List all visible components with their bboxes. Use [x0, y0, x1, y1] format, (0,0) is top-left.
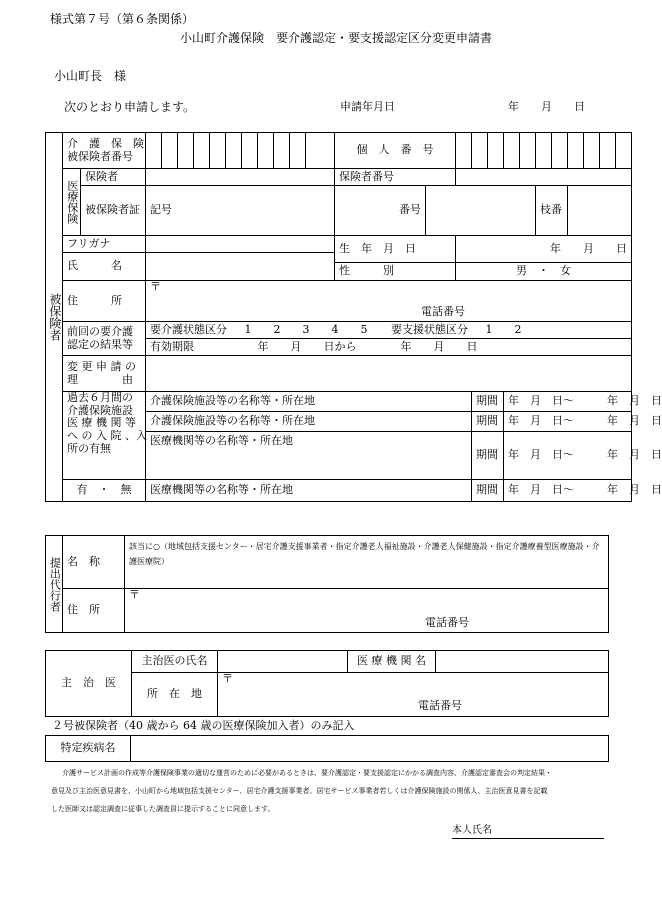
period-label: 期間 — [472, 392, 504, 412]
phone-label: 電話番号 — [421, 305, 465, 318]
yes-no-options[interactable]: 有 ・ 無 — [63, 480, 146, 502]
signature-label: 本人氏名 — [452, 825, 492, 836]
doctor-side-label: 主 治 医 — [46, 651, 132, 717]
ins-no-label: 介 護 保 険 被保険者番号 — [63, 133, 146, 169]
date-units: 年 月 日 — [508, 100, 585, 113]
ins-no-digit[interactable] — [242, 133, 258, 169]
number-label: 番号 — [335, 186, 426, 236]
branch-label: 枝番 — [536, 186, 568, 236]
agent-side-label: 提出代行者 — [46, 536, 63, 633]
agent-address-label: 住 所 — [63, 589, 125, 633]
personal-no-digit[interactable] — [616, 133, 632, 169]
doctor-address-label: 所 在 地 — [132, 673, 218, 717]
addressee: 小山町長 様 — [54, 69, 127, 83]
ins-no-digit[interactable] — [194, 133, 210, 169]
personal-no-digit[interactable] — [520, 133, 536, 169]
name-label: 氏 名 — [63, 253, 146, 281]
doctor-name-field[interactable] — [218, 651, 348, 673]
care-level-label: 要介護状態区分 — [150, 322, 227, 336]
phone-label: 電話番号 — [418, 699, 462, 712]
support-level-label: 要支援状態区分 — [391, 322, 468, 336]
ins-no-digit[interactable] — [274, 133, 290, 169]
section2-note: ２号被保険者（40 歳から 64 歳の医療保険加入者）のみ記入 — [52, 719, 355, 732]
page-title: 小山町介護保険 要介護認定・要支援認定区分変更申請書 — [180, 31, 493, 45]
period-text[interactable]: 年 月 日～ 年 月 日 — [504, 432, 632, 480]
address-field[interactable] — [146, 281, 632, 322]
care-level-row — [146, 322, 632, 339]
support-levels[interactable]: 1 2 — [485, 322, 522, 336]
insurer-no-field[interactable] — [456, 169, 632, 186]
change-reason-field[interactable] — [146, 356, 632, 392]
consent-line-1: 介護サービス計画の作成等介護保険事業の適切な運営のために必要があるときは、要介護認定・要支援認定にかかる調査内容、介護認定審査会の判定結果・ — [62, 769, 552, 777]
postal-mark: 〒 — [150, 280, 161, 293]
ins-no-digit[interactable] — [178, 133, 194, 169]
intro-text: 次のとおり申請します。 — [64, 100, 196, 114]
insurer-label: 保険者 — [81, 169, 146, 186]
ins-no-digit[interactable] — [290, 133, 306, 169]
institution-field[interactable] — [436, 651, 609, 673]
personal-no-label: 個 人 番 号 — [335, 133, 456, 169]
ins-no-digit[interactable] — [162, 133, 178, 169]
period-text[interactable]: 年 月 日～ 年 月 日 — [504, 480, 632, 502]
agent-note[interactable]: 該当に○（地域包括支援センター・居宅介護支援事業者・指定介護老人福祉施設・介護老人保健施設・指定介護療養型医療施設・介護医療院） — [125, 536, 609, 589]
insurer-no-label: 保険者番号 — [335, 169, 456, 186]
agent-table — [45, 535, 609, 633]
personal-no-digit[interactable] — [456, 133, 472, 169]
number-field[interactable] — [426, 186, 536, 236]
doctor-table — [45, 650, 609, 717]
birth-label: 生 年 月 日 — [335, 236, 456, 263]
ins-no-digit[interactable] — [258, 133, 274, 169]
phone-label: 電話番号 — [425, 616, 469, 629]
medical-label: 医療機関等の名称等・所在地 — [146, 480, 472, 502]
doctor-name-label: 主治医の氏名 — [132, 651, 218, 673]
personal-no-digit[interactable] — [472, 133, 488, 169]
change-reason-label: 変 更 申 請 の 理 由 — [63, 356, 146, 392]
branch-field[interactable] — [568, 186, 632, 236]
furigana-label: フリガナ — [63, 236, 146, 253]
sex-options[interactable]: 男 ・ 女 — [456, 263, 632, 281]
disease-table — [45, 735, 609, 762]
period-label: 期間 — [472, 432, 504, 480]
symbol-label: 記号 — [146, 186, 335, 236]
furigana-field[interactable] — [146, 236, 335, 253]
institution-label: 医 療 機 関 名 — [348, 651, 436, 673]
history-label: 過去６月間の 介護保険施設 医 療 機 関 等 へ の 入 院 、入 所の有無 — [63, 392, 146, 480]
disease-field[interactable] — [131, 736, 609, 762]
insured-side-label: 被保険者 — [46, 133, 63, 502]
ins-no-digit[interactable] — [226, 133, 242, 169]
signature-line[interactable] — [452, 826, 604, 839]
personal-no-digit[interactable] — [552, 133, 568, 169]
personal-no-digit[interactable] — [536, 133, 552, 169]
sex-label: 性 別 — [335, 263, 456, 281]
period-text[interactable]: 年 月 日～ 年 月 日 — [504, 392, 632, 412]
consent-line-2: 意見及び主治医意見書を、小山町から地域包括支援センター、居宅介護支援事業者、居宅サービス事業者若しくは介護保険施設の関係人、主治医意見書を記載 — [51, 787, 548, 795]
consent-line-3: した医師又は認定調査に従事した調査員に提示することに同意します。 — [51, 805, 275, 813]
disease-label: 特定疾病名 — [46, 736, 131, 762]
facility-label: 介護保険施設等の名称等・所在地 — [146, 412, 472, 432]
valid-row — [146, 339, 632, 356]
date-label: 申請年月日 — [340, 100, 395, 113]
valid-label: 有効期限 — [150, 339, 194, 353]
name-field[interactable] — [146, 253, 335, 281]
medical-side-label: 医療保険 — [63, 169, 81, 236]
prev-result-label: 前回の要介護 認定の結果等 — [63, 322, 146, 356]
insurer-field[interactable] — [146, 169, 335, 186]
insured-table — [45, 132, 662, 502]
period-label: 期間 — [472, 412, 504, 432]
care-levels[interactable]: 1 2 3 4 5 — [244, 322, 368, 336]
ins-no-digit[interactable] — [146, 133, 162, 169]
form-number: 様式第７号（第６条関係） — [50, 12, 195, 26]
personal-no-digit[interactable] — [488, 133, 504, 169]
cert-label: 被保険者証 — [81, 186, 146, 236]
personal-no-digit[interactable] — [584, 133, 600, 169]
agent-name-label: 名 称 — [63, 536, 125, 589]
ins-no-spacer — [306, 133, 335, 169]
period-label: 期間 — [472, 480, 504, 502]
doctor-address-field[interactable] — [218, 673, 609, 717]
personal-no-digit[interactable] — [600, 133, 616, 169]
facility-label: 介護保険施設等の名称等・所在地 — [146, 392, 472, 412]
personal-no-digit[interactable] — [504, 133, 520, 169]
medical-label: 医療機関等の名称等・所在地 — [146, 432, 472, 480]
agent-address-field[interactable] — [125, 589, 609, 633]
birth-units: 年 月 日 — [456, 236, 632, 263]
personal-no-digit[interactable] — [568, 133, 584, 169]
valid-text[interactable]: 年 月 日から 年 月 日 — [257, 339, 478, 353]
period-text[interactable]: 年 月 日～ 年 月 日 — [504, 412, 632, 432]
address-label: 住 所 — [63, 281, 146, 322]
postal-mark: 〒 — [129, 588, 140, 601]
ins-no-digit[interactable] — [210, 133, 226, 169]
postal-mark: 〒 — [222, 672, 233, 685]
